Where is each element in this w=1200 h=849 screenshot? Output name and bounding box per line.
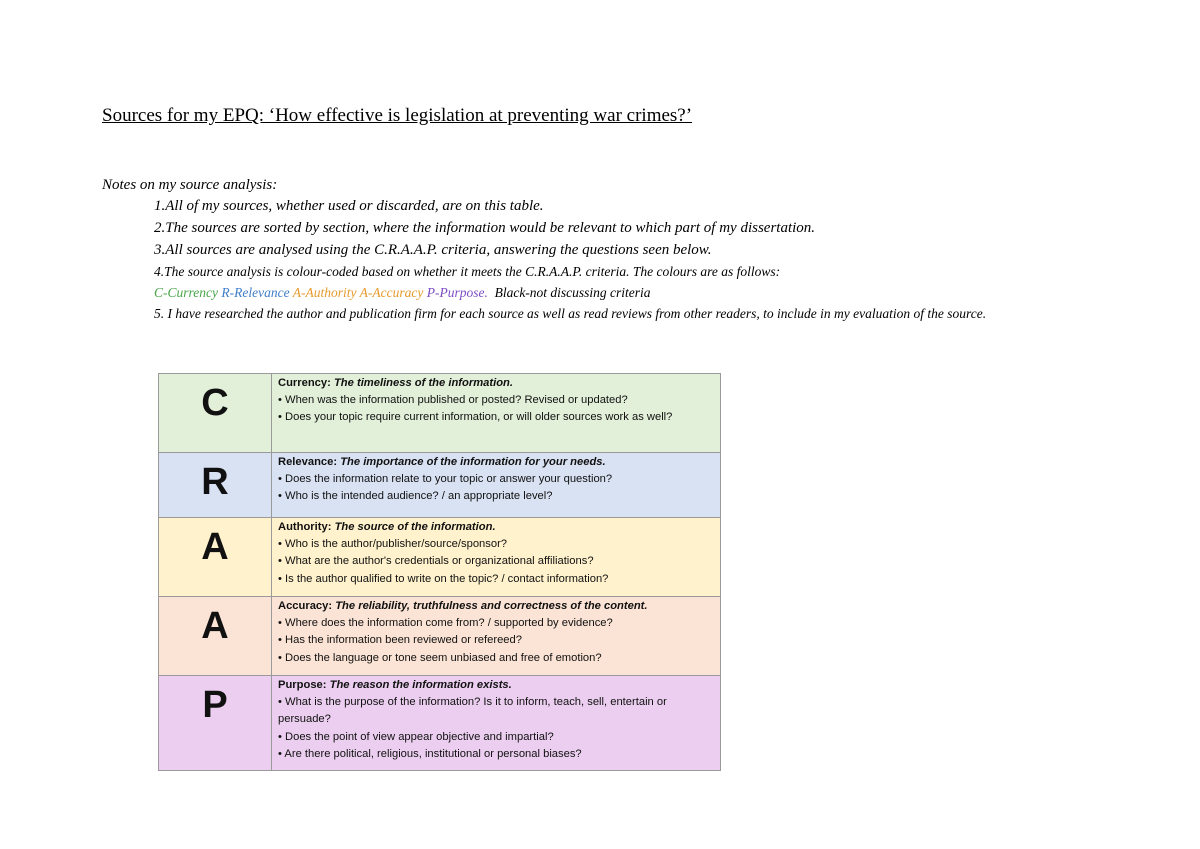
craap-letter-p: P: [159, 676, 272, 771]
notes-heading: Notes on my source analysis:: [102, 177, 278, 193]
craap-letter-r: R: [159, 453, 272, 518]
page-title: Sources for my EPQ: ‘How effective is legislation at preventing war crimes?’: [102, 105, 693, 126]
note-item-4: 4.The source analysis is colour-coded based on whether it meets the C.R.A.A.P. criteria. The colours are as follows:: [154, 264, 781, 279]
craap-head-relevance: Relevance: The importance of the information for your needs.: [278, 456, 606, 468]
craap-question: • Who is the intended audience? / an appropriate level?: [278, 490, 553, 503]
craap-question: • Who is the author/publisher/source/sponsor?: [278, 538, 508, 551]
craap-question: • Where does the information come from? / supported by evidence?: [278, 617, 613, 630]
craap-question: • Does the information relate to your topic or answer your question?: [278, 473, 613, 486]
craap-question: • Does your topic require current information, or will older sources work as well?: [278, 411, 673, 424]
note-item-2: 2.The sources are sorted by section, where the information would be relevant to which part of my dissertation.: [154, 220, 816, 236]
criteria-accuracy: A-Accuracy: [359, 285, 424, 300]
criteria-currency: C-Currency: [154, 285, 218, 300]
craap-row-authority: [159, 518, 721, 597]
craap-head-accuracy: Accuracy: The reliability, truthfulness and correctness of the content.: [278, 600, 648, 612]
craap-head-currency: Currency: The timeliness of the information.: [278, 377, 513, 389]
craap-question: • Does the point of view appear objective and impartial?: [278, 730, 554, 743]
craap-question: • What is the purpose of the information? Is it to inform, teach, sell, entertain or persuade?: [278, 696, 667, 726]
craap-head-authority: Authority: The source of the information.: [278, 521, 496, 533]
criteria-purpose: P-Purpose.: [426, 285, 488, 300]
criteria-authority: A-Authority: [292, 285, 357, 300]
craap-desc-authority: [272, 518, 721, 597]
craap-row-relevance: [159, 453, 721, 518]
criteria-relevance: R-Relevance: [221, 285, 290, 300]
craap-head-purpose: Purpose: The reason the information exists.: [278, 679, 512, 691]
criteria-black: Black-not discussing criteria: [494, 285, 651, 300]
craap-desc-accuracy: [272, 597, 721, 676]
craap-row-purpose: [159, 676, 721, 771]
craap-row-currency: [159, 374, 721, 453]
craap-letter-c: C: [159, 374, 272, 453]
craap-question: • When was the information published or posted? Revised or updated?: [278, 394, 628, 407]
notes-section: [102, 175, 1102, 324]
note-item-1: 1.All of my sources, whether used or discarded, are on this table.: [154, 198, 544, 214]
criteria-colour-key: [102, 282, 1102, 303]
craap-letter-a-authority: A: [159, 518, 272, 597]
note-item-5: 5. I have researched the author and publication firm for each source as well as read reviews from other readers, to include in my evaluation of the source.: [154, 306, 987, 321]
craap-table: [158, 373, 721, 771]
craap-desc-relevance: [272, 453, 721, 518]
craap-question: • What are the author's credentials or organizational affiliations?: [278, 555, 594, 568]
craap-letter-a-accuracy: A: [159, 597, 272, 676]
craap-question: • Are there political, religious, institutional or personal biases?: [278, 747, 582, 760]
craap-desc-purpose: [272, 676, 721, 771]
craap-question: • Is the author qualified to write on the topic? / contact information?: [278, 572, 609, 585]
craap-question: • Does the language or tone seem unbiased and free of emotion?: [278, 651, 602, 664]
craap-desc-currency: [272, 374, 721, 453]
note-item-3: 3.All sources are analysed using the C.R.A.A.P. criteria, answering the questions seen below.: [154, 242, 712, 258]
craap-row-accuracy: [159, 597, 721, 676]
craap-question: • Has the information been reviewed or refereed?: [278, 634, 522, 647]
